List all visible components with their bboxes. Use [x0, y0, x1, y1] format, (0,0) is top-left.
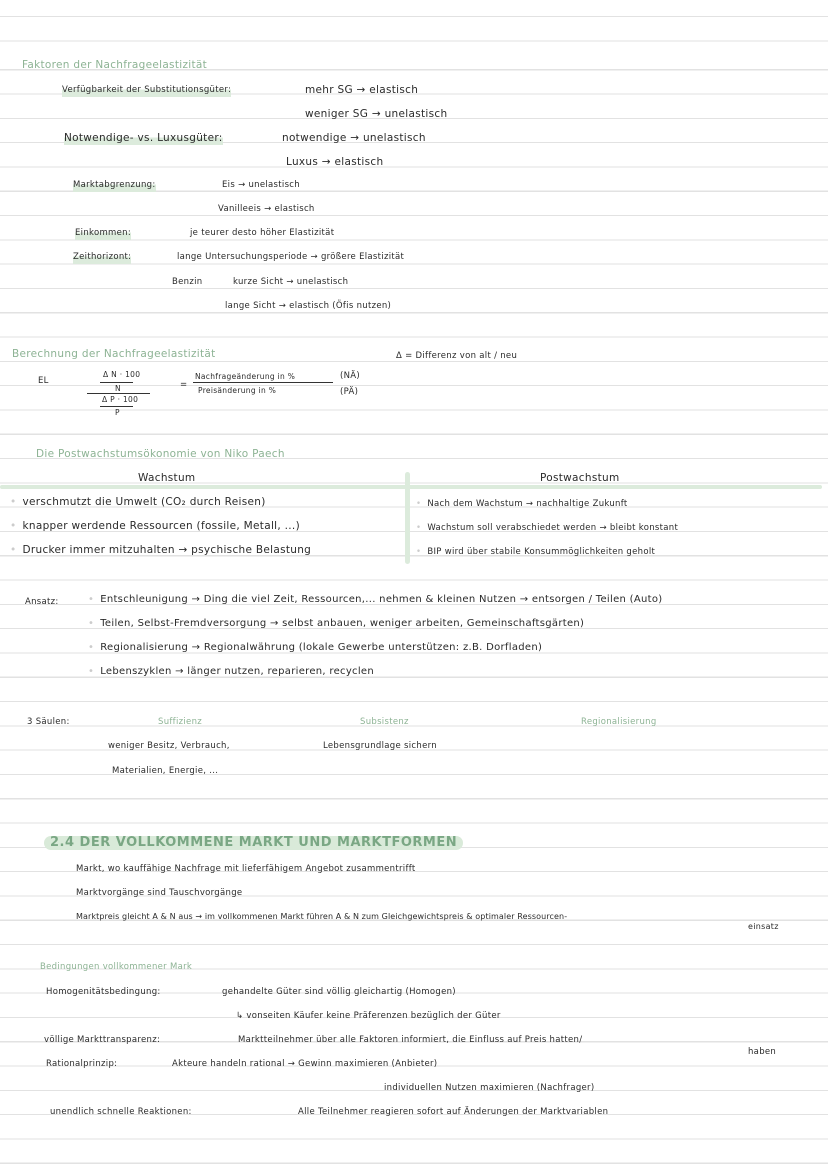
- label: Rationalprinzip:: [46, 1059, 118, 1069]
- list-item: • Nach dem Wachstum → nachhaltige Zukunft: [416, 499, 628, 509]
- label: Homogenitätsbedingung:: [46, 987, 161, 997]
- label: Ansatz:: [25, 597, 59, 607]
- formula: P: [115, 408, 120, 417]
- column-header: Postwachstum: [540, 472, 620, 484]
- text: haben: [748, 1047, 777, 1057]
- text: lange Sicht → elastisch (Öfis nutzen): [225, 301, 392, 311]
- section-heading: Berechnung der Nachfrageelastizität: [12, 348, 216, 360]
- section-heading: Die Postwachstumsökonomie von Niko Paech: [36, 448, 285, 460]
- text: weniger Besitz, Verbrauch,: [108, 741, 230, 751]
- list-item: • BIP wird über stabile Konsummöglichkeiten geholt: [416, 547, 656, 557]
- formula: N: [115, 384, 121, 393]
- label: Marktabgrenzung:: [73, 180, 156, 190]
- section-heading: Bedingungen vollkommener Mark: [40, 962, 193, 972]
- text: Marktteilnehmer über alle Faktoren informiert, die Einfluss auf Preis hatten/: [238, 1035, 583, 1045]
- text: Benzin: [172, 277, 203, 287]
- list-item: • Teilen, Selbst-Fremdversorgung → selbst anbauen, weniger arbeiten, Gemeinschaftsgärten): [88, 618, 585, 629]
- text: Vanilleeis → elastisch: [218, 204, 315, 214]
- label: völlige Markttransparenz:: [44, 1035, 161, 1045]
- text: Luxus → elastisch: [286, 156, 384, 168]
- formula-el: EL: [38, 376, 49, 386]
- list-item: • Lebenszyklen → länger nutzen, reparieren, recyclen: [88, 666, 375, 677]
- label: 3 Säulen:: [27, 717, 70, 727]
- list-item: • Regionalisierung → Regionalwährung (lokale Gewerbe unterstützen: z.B. Dorfladen): [88, 642, 543, 653]
- formula: Preisänderung in %: [198, 386, 277, 395]
- text: Marktpreis gleicht A & N aus → im vollkommenen Markt führen A & N zum Gleichgewichtspreis & optimaler Ressourcen-: [76, 912, 568, 921]
- label: unendlich schnelle Reaktionen:: [50, 1107, 192, 1117]
- pillar: Subsistenz: [360, 717, 409, 727]
- text: Eis → unelastisch: [222, 180, 300, 190]
- list-item: • Wachstum soll verabschiedet werden → bleibt konstant: [416, 523, 679, 533]
- text: gehandelte Güter sind völlig gleichartig (Homogen): [222, 987, 456, 997]
- chapter-heading: 2.4 DER VOLLKOMMENE MARKT UND MARKTFORMEN: [44, 836, 463, 850]
- divider: [0, 485, 822, 489]
- formula: =: [180, 380, 188, 390]
- text: mehr SG → elastisch: [305, 84, 419, 96]
- label: Verfügbarkeit der Substitutionsgüter:: [62, 85, 232, 95]
- text: lange Untersuchungsperiode → größere Elastizität: [177, 252, 405, 262]
- label: Einkommen:: [75, 228, 131, 238]
- label: Notwendige- vs. Luxusgüter:: [64, 132, 223, 144]
- formula: (NÄ): [340, 371, 361, 381]
- text: Alle Teilnehmer reagieren sofort auf Änderungen der Marktvariablen: [298, 1107, 609, 1117]
- text: kurze Sicht → unelastisch: [233, 277, 349, 287]
- text: je teurer desto höher Elastizität: [190, 228, 335, 238]
- text: Marktvorgänge sind Tauschvorgänge: [76, 888, 243, 898]
- formula: Δ P · 100: [102, 395, 139, 404]
- text: Markt, wo kauffähige Nachfrage mit lieferfähigem Angebot zusammentrifft: [76, 864, 416, 874]
- label: Zeithorizont:: [73, 252, 132, 262]
- text: Lebensgrundlage sichern: [323, 741, 437, 751]
- list-item: • verschmutzt die Umwelt (CO₂ durch Reisen): [10, 496, 266, 508]
- text: Materialien, Energie, ...: [112, 766, 219, 776]
- list-item: • Drucker immer mitzuhalten → psychische Belastung: [10, 544, 312, 556]
- list-item: • knapper werdende Ressourcen (fossile, Metall, ...): [10, 520, 300, 532]
- divider: [405, 472, 410, 564]
- formula: Δ N · 100: [103, 370, 141, 379]
- text: Akteure handeln rational → Gewinn maximieren (Anbieter): [172, 1059, 438, 1069]
- pillar: Regionalisierung: [581, 717, 657, 727]
- pillar: Suffizienz: [158, 717, 203, 727]
- section-heading: Faktoren der Nachfrageelastizität: [22, 59, 208, 71]
- formula: (PÄ): [340, 387, 359, 397]
- text: einsatz: [748, 922, 779, 931]
- column-header: Wachstum: [138, 472, 196, 484]
- text: notwendige → unelastisch: [282, 132, 426, 144]
- text: weniger SG → unelastisch: [305, 108, 448, 120]
- text: ↳ vonseiten Käufer keine Präferenzen bezüglich der Güter: [236, 1011, 501, 1021]
- list-item: • Entschleunigung → Ding die viel Zeit, Ressourcen,... nehmen & kleinen Nutzen → entsorgen / Teilen (Auto): [88, 594, 663, 605]
- text: individuellen Nutzen maximieren (Nachfrager): [384, 1083, 595, 1093]
- note: Δ = Differenz von alt / neu: [396, 351, 518, 361]
- formula: Nachfrageänderung in %: [195, 372, 296, 381]
